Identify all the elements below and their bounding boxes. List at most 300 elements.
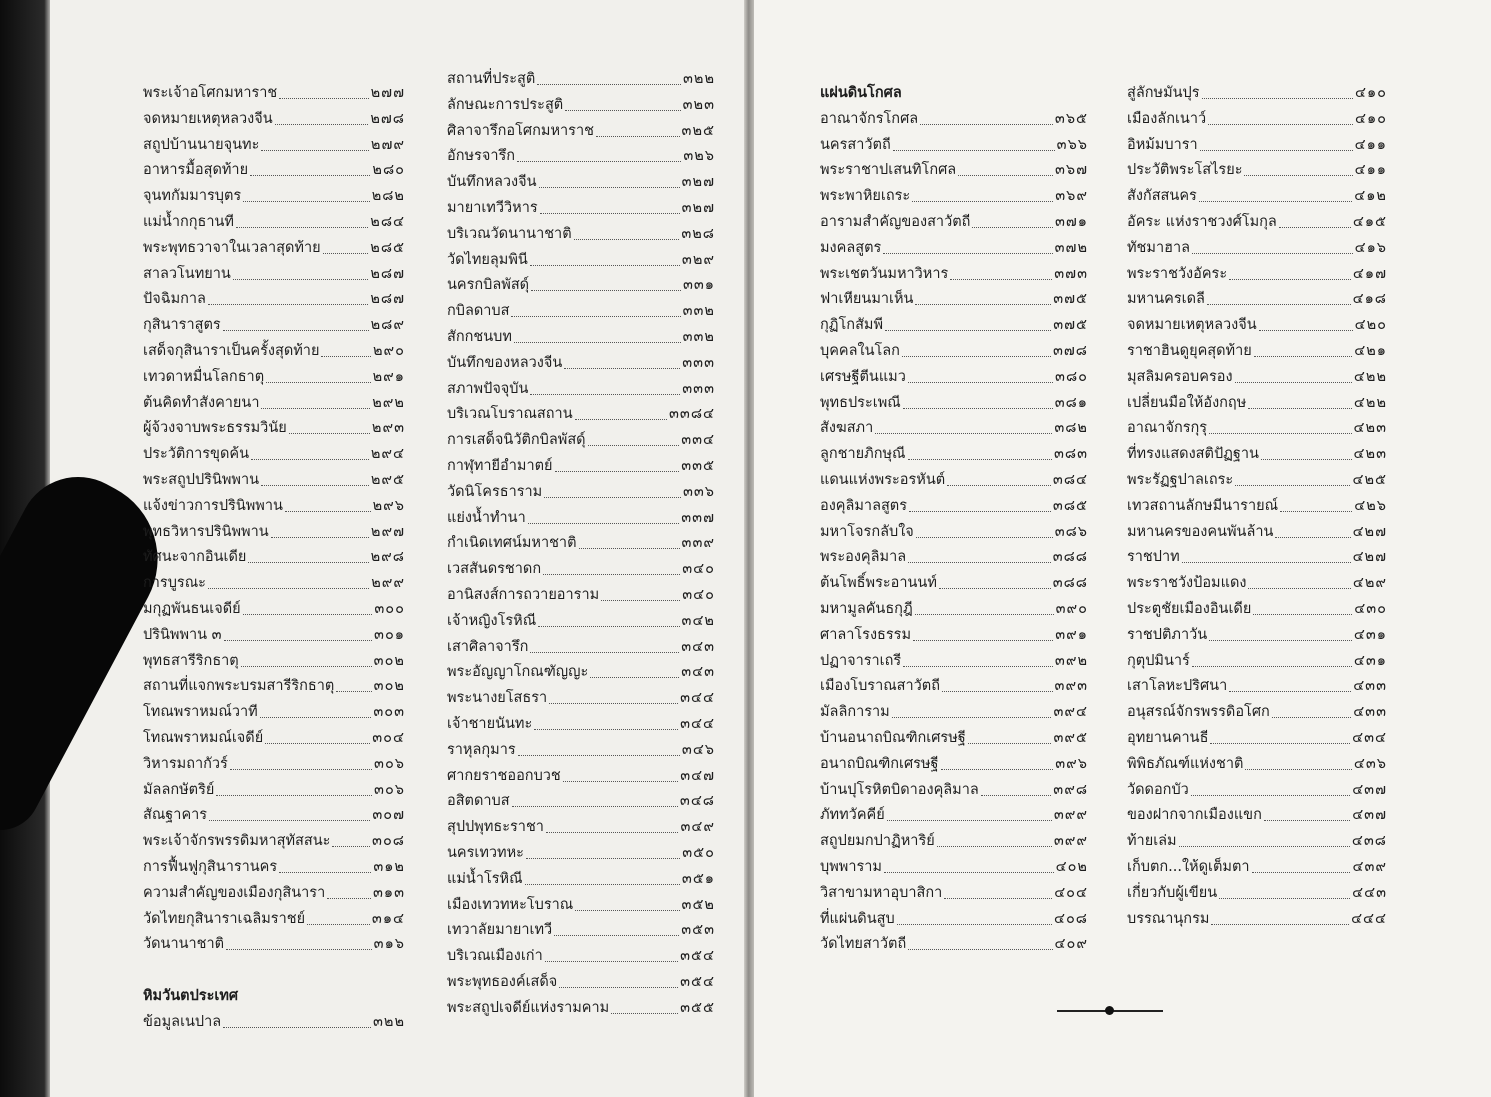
toc-entry-title: บริเวณวัดนานาชาติ xyxy=(447,225,572,242)
toc-entry-page: ๓๒๒ xyxy=(682,71,715,87)
toc-entry-page: ๔๔๓ xyxy=(1352,884,1387,901)
toc-entry-page: ๔๒๕ xyxy=(1352,472,1387,488)
toc-entry-page: ๒๘๕ xyxy=(370,239,405,256)
toc-entry xyxy=(143,598,405,620)
dot-leader xyxy=(261,149,369,151)
toc-entry-page: ๔๒๗ xyxy=(1352,549,1387,566)
toc-entry-title: กาฬุทายีอำมาตย์ xyxy=(447,458,553,474)
toc-entry xyxy=(820,185,1088,207)
dot-leader xyxy=(1272,716,1351,718)
dot-leader xyxy=(1254,355,1352,357)
toc-entry-page: ๔๓๗ xyxy=(1352,781,1387,798)
toc-entry xyxy=(1127,727,1387,749)
toc-entry-page: ๓๓๑ xyxy=(682,277,715,294)
toc-entry-page: ๔๑๒ xyxy=(1354,188,1387,205)
dot-leader xyxy=(883,252,1052,254)
toc-entry xyxy=(820,159,1088,181)
toc-entry xyxy=(143,237,405,259)
toc-entry xyxy=(143,159,405,181)
dot-leader xyxy=(1179,845,1350,847)
toc-entry-title: อุทยานคานธี xyxy=(1127,730,1209,746)
dot-leader xyxy=(1252,871,1351,873)
toc-entry-page: ๓๘๐ xyxy=(1055,368,1088,385)
dot-leader xyxy=(327,897,371,899)
toc-entry-page: ๓๗๓ xyxy=(1054,265,1088,282)
toc-entry-title: บรรณานุกรม xyxy=(1127,910,1210,927)
dot-leader xyxy=(947,484,1051,486)
toc-entry-title: หิมวันตประเทศ xyxy=(143,987,239,1004)
toc-entry-page: ๓๐๖ xyxy=(374,755,405,772)
dot-leader xyxy=(968,742,1052,744)
toc-entry xyxy=(1127,443,1387,465)
toc-entry-page: ๔๓๗ xyxy=(1352,807,1387,824)
toc-entry-page: ๔๓๖ xyxy=(1353,755,1387,772)
toc-entry-page: ๓๗๑ xyxy=(1054,214,1088,230)
toc-entry-page: ๓๓๒ xyxy=(682,329,715,345)
toc-entry-title: พุทธวิหารปรินิพพาน xyxy=(143,523,269,540)
dot-leader xyxy=(226,948,372,950)
toc-entry xyxy=(820,624,1088,646)
toc-entry xyxy=(1127,366,1387,388)
toc-entry xyxy=(447,997,715,1019)
toc-entry-page: ๓๘๒ xyxy=(1054,420,1088,437)
toc-entry-page: ๓๙๙ xyxy=(1053,807,1088,824)
toc-entry-title: ที่แผ่นดินสูบ xyxy=(820,910,895,927)
toc-entry-title: สังฆสภา xyxy=(820,420,874,437)
book-spine xyxy=(744,0,754,1097)
dot-leader xyxy=(261,484,369,486)
dot-leader xyxy=(908,458,1052,460)
toc-entry-title: พระราชวังอัคระ xyxy=(1127,265,1228,282)
toc-entry-title: บันทึกหลวงจีน xyxy=(447,174,537,191)
toc-entry xyxy=(447,842,715,864)
dot-leader xyxy=(915,613,1054,615)
toc-entry xyxy=(143,340,405,362)
toc-entry-title: สถูปยมกปาฏิหาริย์ xyxy=(820,833,935,850)
toc-entry-title: มงคลสูตร xyxy=(820,239,882,256)
toc-entry-title: สังกัสสนคร xyxy=(1127,188,1197,205)
toc-entry-title: บ้านปุโรหิตบิดาองคุลิมาล xyxy=(820,781,979,798)
toc-entry-title: แผ่นดินโกศล xyxy=(820,84,902,101)
toc-entry xyxy=(447,687,715,709)
toc-entry xyxy=(820,779,1088,801)
toc-entry-title: วัดไทยลุมพินี xyxy=(447,251,528,268)
dot-leader xyxy=(1229,278,1351,280)
dot-leader xyxy=(1192,665,1352,667)
toc-entry-title: พุทธประเพณี xyxy=(820,394,901,411)
toc-entry-page: ๒๘๗ xyxy=(370,291,405,308)
toc-entry xyxy=(1127,159,1387,181)
toc-entry-title: ศิลาจารึกอโศกมหาราช xyxy=(447,122,594,139)
toc-entry-title: พระอัญญาโกณฑัญญะ xyxy=(447,664,589,681)
toc-entry-title: นครสาวัตถี xyxy=(820,136,891,153)
toc-entry xyxy=(1127,753,1387,775)
dot-leader xyxy=(528,522,680,524)
dot-leader xyxy=(1235,484,1350,486)
toc-entry-page: ๓๘๕ xyxy=(1052,497,1088,514)
toc-entry-title: นครกบิลพัสดุ์ xyxy=(447,277,530,294)
dot-leader xyxy=(539,186,680,188)
toc-entry-title: พระรัฏฐปาลเถระ xyxy=(1127,472,1234,488)
toc-entry xyxy=(1127,856,1387,878)
toc-entry xyxy=(820,469,1088,491)
toc-entry-title: พระสถูปเจดีย์แห่งรามคาม xyxy=(447,999,610,1016)
toc-entry-page: ๒๙๐ xyxy=(372,343,405,359)
toc-entry-page: ๓๑๔ xyxy=(371,910,405,927)
toc-entry-page: ๓๘๘ xyxy=(1052,575,1088,592)
toc-entry xyxy=(447,197,715,219)
toc-entry xyxy=(1127,392,1387,414)
toc-entry-title: สู่ลักษมันปุร xyxy=(1127,85,1200,101)
toc-entry-page: ๓๘๔ xyxy=(1052,472,1088,488)
toc-entry xyxy=(820,650,1088,672)
toc-entry xyxy=(143,753,405,775)
toc-entry-title: สถูปบ้านนายจุนทะ xyxy=(143,136,260,153)
toc-entry-title: บริเวณเมืองเก่า xyxy=(447,948,543,965)
toc-entry xyxy=(143,185,405,207)
toc-entry-title: ข้อมูลเนปาล xyxy=(143,1013,222,1030)
dot-leader xyxy=(525,883,680,885)
toc-entry xyxy=(143,82,405,104)
toc-entry-title: เวสสันดรชาดก xyxy=(447,561,542,578)
toc-entry-page: ๒๗๙ xyxy=(370,136,405,153)
dot-leader xyxy=(579,547,680,549)
toc-entry-page: ๓๔๓ xyxy=(681,664,715,681)
toc-entry-page: ๓๘๑ xyxy=(1054,394,1088,411)
toc-entry-page: ๔๓๑ xyxy=(1353,652,1387,669)
toc-entry xyxy=(143,572,405,594)
toc-entry-page: ๓๖๗ xyxy=(1054,162,1088,179)
toc-entry-page: ๔๒๒ xyxy=(1353,394,1387,411)
toc-entry-page: ๓๔๔ xyxy=(680,716,715,732)
toc-entry-title: วัดไทยกุสินาราเฉลิมราชย์ xyxy=(143,910,306,927)
toc-entry-title: มกุฏพันธนเจดีย์ xyxy=(143,601,241,617)
dot-leader xyxy=(1280,510,1352,512)
toc-entry-title: ประตูชัยเมืองอินเดีย xyxy=(1127,601,1252,617)
toc-entry-page: ๒๙๔ xyxy=(370,446,405,463)
dot-leader xyxy=(230,768,372,770)
toc-entry xyxy=(447,971,715,993)
toc-entry-page: ๓๔๙ xyxy=(680,819,715,836)
toc-entry-page: ๓๒๒ xyxy=(372,1013,405,1030)
dot-leader xyxy=(1253,613,1352,615)
dot-leader xyxy=(512,805,678,807)
toc-entry-page: ๔๒๓ xyxy=(1353,420,1387,437)
toc-entry xyxy=(447,481,715,503)
toc-entry xyxy=(447,636,715,658)
dot-leader xyxy=(564,367,680,369)
toc-entry-title: ภัททวัคคีย์ xyxy=(820,807,885,824)
dot-leader xyxy=(250,174,370,176)
toc-entry-title: สักกชนบท xyxy=(447,329,512,345)
toc-entry xyxy=(820,134,1088,156)
toc-entry-page: ๔๑๐ xyxy=(1354,85,1387,101)
toc-entry-title: เศรษฐีตีนแมว xyxy=(820,368,906,385)
dot-leader xyxy=(223,1026,371,1028)
dot-leader xyxy=(1235,381,1352,383)
toc-entry-title: จดหมายเหตุหลวงจีน xyxy=(143,110,273,127)
toc-entry xyxy=(1127,804,1387,826)
toc-entry xyxy=(447,274,715,296)
dot-leader xyxy=(1192,252,1353,254)
dot-leader xyxy=(912,200,1053,202)
toc-entry-title: มหาโจรกลับใจ xyxy=(820,523,914,540)
toc-entry xyxy=(820,546,1088,568)
dot-leader xyxy=(1219,897,1350,899)
toc-entry-title: บริเวณโบราณสถาน xyxy=(447,406,573,423)
dot-leader xyxy=(336,690,371,692)
toc-entry xyxy=(447,378,715,400)
dot-leader xyxy=(565,109,680,111)
toc-entry-page: ๔๐๒ xyxy=(1055,859,1088,875)
dot-leader xyxy=(546,831,679,833)
toc-entry-page: ๔๒๒ xyxy=(1353,368,1387,385)
toc-entry-title: ประวัติพระโสไรยะ xyxy=(1127,162,1243,179)
toc-entry-page: ๔๓๙ xyxy=(1352,859,1387,875)
toc-entry-page: ๒๙๕ xyxy=(370,472,405,488)
toc-entry xyxy=(1127,340,1387,362)
dot-leader xyxy=(289,432,370,434)
toc-entry-page: ๓๙๓ xyxy=(1054,678,1088,695)
toc-entry-title: เทวดาหมื่นโลกธาตุ xyxy=(143,368,265,385)
dot-leader xyxy=(1229,690,1351,692)
dot-leader xyxy=(1207,303,1351,305)
toc-entry xyxy=(820,314,1088,336)
toc-entry xyxy=(143,288,405,310)
toc-entry-page: ๔๔๔ xyxy=(1351,910,1387,927)
toc-entry xyxy=(820,882,1088,904)
dot-leader xyxy=(243,613,373,615)
toc-entry xyxy=(143,469,405,491)
toc-entry xyxy=(447,403,715,425)
toc-entry-page: ๓๔๖ xyxy=(681,741,715,758)
toc-entry-page: ๓๒๗ xyxy=(681,200,715,216)
toc-entry-page: ๒๙๗ xyxy=(370,523,405,540)
toc-entry xyxy=(1127,211,1387,233)
dot-leader xyxy=(1275,536,1350,538)
toc-entry-title: วิสาขามหาอุบาสิกา xyxy=(820,884,943,901)
toc-entry-page: ๓๐๖ xyxy=(374,781,405,798)
dot-leader xyxy=(920,123,1053,125)
toc-entry-title: แย่งน้ำทำนา xyxy=(447,509,526,526)
toc-entry-title: มหานครของคนพันล้าน xyxy=(1127,523,1274,540)
toc-entry xyxy=(820,443,1088,465)
toc-entry xyxy=(447,429,715,451)
dot-leader xyxy=(942,690,1053,692)
toc-entry-title: สัณฐาคาร xyxy=(143,807,208,824)
toc-entry-title: ผู้จ้วงจาบพระธรรมวินัย xyxy=(143,420,287,437)
toc-entry xyxy=(820,856,1088,878)
toc-entry-page: ๔๑๕ xyxy=(1352,214,1387,230)
toc-entry-title: พระพาหิยเถระ xyxy=(820,188,911,205)
toc-entry-page: ๓๓๔ xyxy=(681,432,715,449)
dot-leader xyxy=(251,458,369,460)
dot-leader xyxy=(893,149,1055,151)
dot-leader xyxy=(223,329,369,331)
toc-entry xyxy=(820,392,1088,414)
toc-entry-title: สุปปพุทธะราชา xyxy=(447,819,544,836)
toc-entry-page: ๒๘๐ xyxy=(372,162,405,179)
toc-entry xyxy=(1127,572,1387,594)
toc-entry xyxy=(820,701,1088,723)
toc-entry-title: ฟาเหียนมาเห็น xyxy=(820,291,914,308)
toc-entry-page: ๓๖๕ xyxy=(1054,110,1088,127)
toc-entry-page: ๔๓๑ xyxy=(1353,626,1387,643)
dot-leader xyxy=(1264,819,1350,821)
toc-entry-page: ๔๒๐ xyxy=(1354,317,1387,334)
toc-entry-page: ๓๗๒ xyxy=(1054,239,1088,256)
toc-entry-page: ๓๔๔ xyxy=(680,690,715,707)
dot-leader xyxy=(517,160,681,162)
toc-entry-page: ๔๒๙ xyxy=(1352,575,1387,592)
toc-entry-title: อนาถบิณฑิกเศรษฐี xyxy=(820,755,939,772)
toc-entry-title: มุสลิมครอบครอง xyxy=(1127,368,1233,385)
toc-entry-page: ๓๙๘ xyxy=(1053,781,1088,798)
toc-entry-page: ๓๗๕ xyxy=(1053,291,1088,308)
toc-entry xyxy=(143,495,405,517)
toc-entry-page: ๓๒๕ xyxy=(681,122,715,139)
toc-entry-title: ประวัติการขุดค้น xyxy=(143,446,249,463)
toc-entry-page: ๔๒๗ xyxy=(1352,523,1387,540)
toc-entry-title: ต้นโพธิ์พระอานนท์ xyxy=(820,575,937,592)
toc-entry-page: ๒๙๘ xyxy=(370,549,405,566)
toc-entry-title: เสด็จกุสินาราเป็นครั้งสุดท้าย xyxy=(143,343,320,359)
toc-entry xyxy=(143,882,405,904)
toc-entry-title: วัดนิโครธาราม xyxy=(447,483,543,500)
toc-entry-title: ลักษณะการประสูติ xyxy=(447,96,564,113)
dot-leader xyxy=(321,355,371,357)
toc-entry-page: ๔๓๐ xyxy=(1354,601,1387,617)
toc-entry-page: ๒๙๖ xyxy=(372,497,405,514)
dot-leader xyxy=(275,123,369,125)
toc-entry xyxy=(1127,263,1387,285)
toc-entry-title: พระเชตวันมหาวิหาร xyxy=(820,265,949,282)
dot-leader xyxy=(266,381,371,383)
dot-leader xyxy=(913,639,1053,641)
dot-leader xyxy=(909,510,1051,512)
toc-entry xyxy=(1127,882,1387,904)
toc-entry-title: อารามสำคัญของสาวัตถี xyxy=(820,214,971,230)
dot-leader xyxy=(538,625,679,627)
dot-leader xyxy=(885,329,1051,331)
toc-entry-title: วัดไทยสาวัตถี xyxy=(820,936,907,953)
toc-entry-title: มหานครเดลี xyxy=(1127,291,1205,308)
toc-entry-title: ราหุลกุมาร xyxy=(447,741,516,758)
toc-entry-page: ๒๙๑ xyxy=(372,368,405,385)
toc-entry-page: ๔๓๘ xyxy=(1351,833,1387,850)
toc-entry xyxy=(1127,469,1387,491)
dot-leader xyxy=(265,742,370,744)
dot-leader xyxy=(271,536,369,538)
dot-leader xyxy=(908,948,1052,950)
toc-entry-title: เทวาลัยมายาเทวี xyxy=(447,922,553,939)
dot-leader xyxy=(224,639,372,641)
dot-leader xyxy=(958,174,1053,176)
toc-entry-title: เทวสถานลักษมีนารายณ์ xyxy=(1127,497,1279,514)
toc-entry-title: องคุลิมาลสูตร xyxy=(820,497,908,514)
toc-entry xyxy=(143,417,405,439)
toc-entry-page: ๓๒๗ xyxy=(681,174,715,191)
toc-entry xyxy=(820,933,1088,955)
toc-entry-title: ของฝากจากเมืองแขก xyxy=(1127,807,1262,824)
toc-entry-title: จดหมายเหตุหลวงจีน xyxy=(1127,317,1257,334)
toc-entry-page: ๓๑๓ xyxy=(372,884,405,901)
dot-leader xyxy=(596,135,680,137)
dot-leader xyxy=(897,923,1052,925)
toc-entry-page: ๓๓๖ xyxy=(682,483,715,500)
toc-entry xyxy=(143,263,405,285)
toc-entry-title: พระพุทธองค์เสด็จ xyxy=(447,974,558,990)
dot-leader xyxy=(514,341,681,343)
toc-entry xyxy=(143,211,405,233)
ornament-dot xyxy=(1105,1006,1114,1015)
dot-leader xyxy=(279,871,371,873)
dot-leader xyxy=(944,897,1052,899)
dot-leader xyxy=(1209,639,1352,641)
toc-entry xyxy=(447,713,715,735)
toc-entry-title: สถานที่ประสูติ xyxy=(447,71,536,87)
toc-entry xyxy=(143,856,405,878)
dot-leader xyxy=(915,303,1051,305)
toc-entry-page: ๓๕๐ xyxy=(682,845,715,861)
dot-leader xyxy=(531,289,681,291)
dot-leader xyxy=(243,200,369,202)
toc-entry xyxy=(447,94,715,116)
toc-entry xyxy=(820,908,1088,930)
dot-leader xyxy=(1261,458,1352,460)
toc-entry-page: ๒๙๒ xyxy=(372,394,405,411)
toc-entry-title: อาหารมื้อสุดท้าย xyxy=(143,162,249,179)
dot-leader xyxy=(1211,923,1349,925)
toc-entry xyxy=(143,392,405,414)
dot-leader xyxy=(1259,329,1353,331)
dot-leader xyxy=(601,599,680,601)
toc-entry-page: ๔๒๖ xyxy=(1354,497,1387,514)
toc-entry xyxy=(1127,779,1387,801)
toc-entry-title: อิหม้มบารา xyxy=(1127,136,1198,153)
toc-entry xyxy=(820,211,1088,233)
toc-entry xyxy=(447,919,715,941)
toc-entry-title: เจ้าหญิงโรหิณี xyxy=(447,612,537,629)
toc-entry-title: กุสินาราสูตร xyxy=(143,317,221,334)
toc-entry-title: อานิสงส์การถวายอาราม xyxy=(447,587,600,603)
toc-entry-page: ๓๐๗ xyxy=(372,807,405,824)
toc-entry-page: ๓๕๓ xyxy=(681,922,715,939)
dot-leader xyxy=(1248,587,1350,589)
toc-entry-page: ๓๖๙ xyxy=(1055,188,1088,205)
toc-entry xyxy=(820,572,1088,594)
dot-leader xyxy=(530,651,679,653)
toc-entry-page: ๓๐๓ xyxy=(373,704,405,721)
toc-entry-page: ๓๑๖ xyxy=(373,936,405,953)
toc-entry-title: ราชาฮินดูยุคสุดท้าย xyxy=(1127,343,1252,359)
toc-entry xyxy=(1127,495,1387,517)
toc-entry xyxy=(820,675,1088,697)
toc-entry-page: ๓๓๗ xyxy=(681,509,715,526)
toc-entry-page: ๓๕๔ xyxy=(680,948,715,965)
toc-entry-page: ๓๐๒ xyxy=(373,652,405,669)
dot-leader xyxy=(285,510,371,512)
toc-entry-page: ๓๔๓ xyxy=(681,638,715,655)
toc-entry-page: ๔๑๘ xyxy=(1352,291,1387,308)
toc-entry-title: การฟื้นฟูกุสินารานคร xyxy=(143,859,278,875)
toc-entry xyxy=(1127,598,1387,620)
toc-entry-title: มหามูลคันธกุฎี xyxy=(820,601,913,617)
toc-entry xyxy=(820,263,1088,285)
toc-entry xyxy=(143,675,405,697)
toc-entry-page: ๔๐๘ xyxy=(1053,910,1088,927)
dot-leader xyxy=(588,444,680,446)
